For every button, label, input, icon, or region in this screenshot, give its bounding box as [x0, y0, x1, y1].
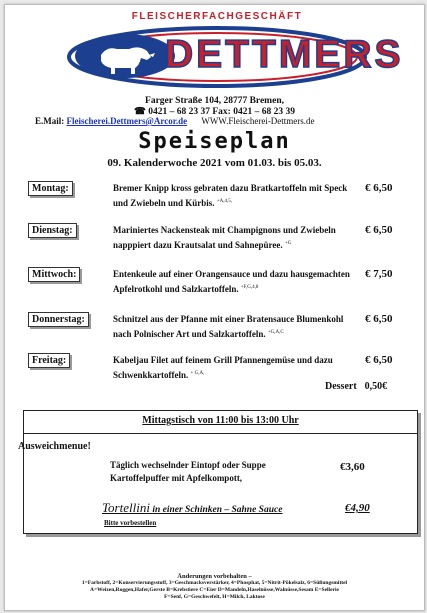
week-range: 09. Kalenderwoche 2021 vom 01.03. bis 05.03.: [107, 157, 322, 169]
price-wednesday: € 7,50: [365, 268, 393, 280]
dish-wednesday: [113, 267, 363, 296]
day-label-thursday: Donnerstag:: [28, 312, 89, 327]
dish-text: Entenkeule auf einer Orangensauce und dazu hausgemachten Apfelrotkohl und Salzkartoffeln.: [113, 269, 350, 294]
price-monday: € 6,50: [365, 182, 393, 194]
allergen-line-2: A=Weizen,Roggen,Hafer,Gerste B=Krebstiere C=Eier D=Mandeln,Haselnüsse,Walnüsse,Sesam E=Sellerie: [90, 587, 339, 593]
special-price: €4,90: [345, 502, 370, 514]
email-label: E.Mail:: [35, 116, 65, 126]
dish-text: Kabeljau Filet auf feinem Grill Pfannengemüse und dazu Schwenkkartoffeln.: [113, 355, 333, 380]
phone-fax: ☎ 0421 – 68 23 37 Fax: 0421 – 68 23 39: [134, 107, 295, 117]
allergen-codes: + G,A,: [190, 371, 205, 376]
dish-text: Bremer Knipp kross gebraten dazu Bratkartoffeln mit Speck und Zwiebeln und Kürbis.: [113, 183, 348, 208]
menu-page: [4, 4, 425, 611]
price-friday: € 6,50: [365, 354, 393, 366]
logo-subtitle: FLEISCHERFACHGESCHÄFT: [131, 11, 303, 22]
special-description: in einer Schinken – Sahne Sauce: [152, 505, 283, 515]
allergen-footer: [5, 573, 424, 601]
alternative-menu-heading: Ausweichmenue!: [18, 441, 91, 452]
brand-name: DETTMERS: [165, 33, 404, 76]
preorder-note: Bitte vorbestellen: [104, 519, 157, 527]
dish-monday: [113, 181, 363, 210]
dish-tuesday: [113, 223, 363, 252]
day-label-monday: Montag:: [28, 181, 73, 196]
dessert-price: 0,50€: [364, 381, 388, 392]
allergen-codes: +G: [284, 241, 292, 246]
day-label-friday: Freitag:: [28, 353, 70, 368]
alternative-price: €3,60: [340, 461, 365, 473]
day-label-wednesday: Mittwoch:: [28, 267, 80, 282]
lunch-box: [18, 410, 418, 534]
dish-text: Mariniertes Nackensteak mit Champignons und Zwiebeln napppiert dazu Krautsalat und Sahnepüree.: [113, 225, 336, 250]
allergen-codes: +G,A,C: [267, 330, 284, 335]
dish-friday: [113, 353, 363, 382]
dessert-line: [325, 381, 387, 392]
special-name: Tortellini: [102, 500, 150, 515]
address: Farger Straße 104, 28777 Bremen,: [145, 96, 284, 106]
email-link[interactable]: Fleischerei.Dettmers@Arcor.de: [66, 116, 188, 126]
allergen-codes: +F,G,4,8: [240, 285, 259, 290]
dettmers-logo: [67, 11, 404, 93]
dish-thursday: [113, 312, 363, 341]
allergen-codes: +A,4,5,: [216, 199, 232, 204]
day-label-tuesday: Dienstag:: [28, 223, 77, 238]
dessert-label: Dessert: [325, 381, 357, 392]
price-tuesday: € 6,50: [365, 224, 393, 236]
changes-note: Änderungen vorbehalten –: [177, 573, 252, 580]
page-title: Speiseplan: [138, 129, 291, 154]
website[interactable]: WWW.Fleischerei-Dettmers.de: [201, 116, 315, 126]
special-dish: [102, 500, 282, 516]
allergen-line-1: 1=Farbstoff, 2=Konservierungsstoff, 3=Geschmacksverstärker, 4=Phosphat, 5=Nitrit-Pökelsalz, 6=Süßungsmittel: [81, 580, 348, 586]
alternative-line-1: Täglich wechselnder Eintopf oder Suppe: [110, 460, 266, 470]
contact-line: [35, 116, 315, 126]
alternative-menu-text: [110, 459, 266, 485]
price-thursday: € 6,50: [365, 313, 393, 325]
divider: [24, 433, 417, 434]
allergen-line-3: F=Senf, G=Geschwefelt, H=Milch, Laktose: [164, 594, 265, 600]
lunch-hours: Mittagstisch von 11:00 bis 13:00 Uhr: [142, 415, 299, 426]
alternative-line-2: Kartoffelpuffer mit Apfelkompott,: [110, 473, 243, 483]
dish-text: Schnitzel aus der Pfanne mit einer Bratensauce Blumenkohl nach Polnischer Art und Salzkartoffeln.: [113, 314, 344, 339]
